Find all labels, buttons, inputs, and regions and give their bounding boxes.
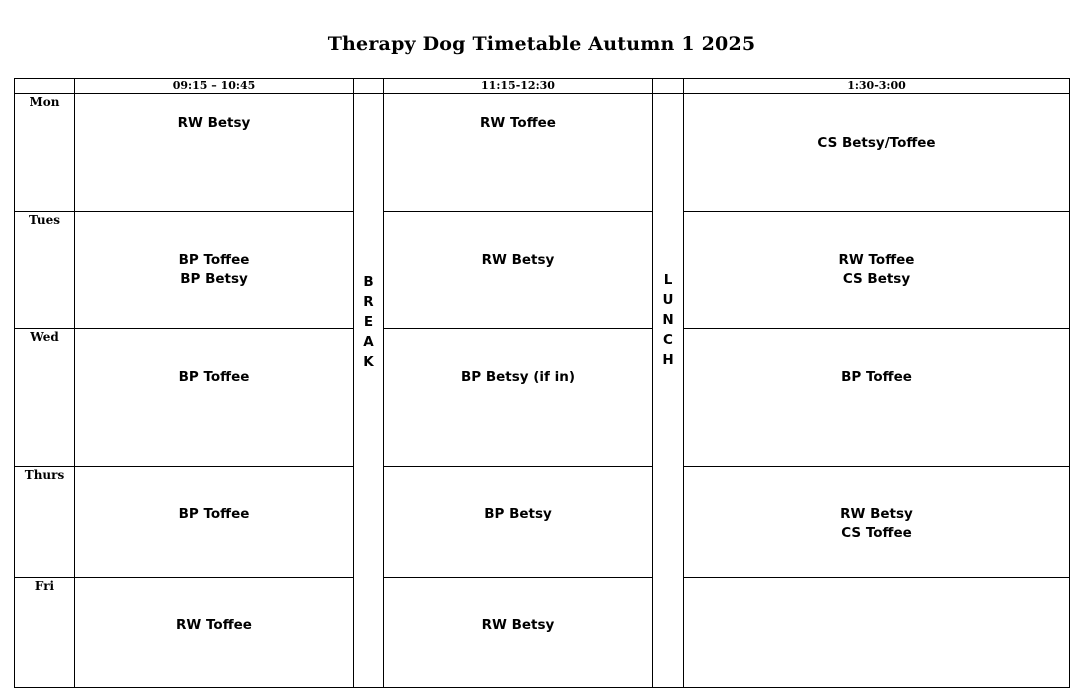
header-break (354, 79, 384, 94)
break-column (354, 94, 384, 688)
cell-wed-session-3 (684, 329, 1070, 467)
cell-tues-session-1 (75, 212, 354, 329)
row-mon (15, 94, 1070, 212)
entry: RW Betsy (481, 617, 555, 633)
cell-fri-session-1 (75, 578, 354, 688)
cell-thurs-session-2 (384, 467, 653, 578)
cell-fri-session-2 (384, 578, 653, 688)
header-session-2: 11:15-12:30 (384, 79, 653, 94)
entry: CS Toffee (841, 525, 912, 541)
row-fri (15, 578, 1070, 688)
cell-tues-session-2 (384, 212, 653, 329)
page-title: Therapy Dog Timetable Autumn 1 2025 (327, 33, 756, 55)
cell-wed-session-2 (384, 329, 653, 467)
entry: BP Toffee (178, 506, 250, 522)
entry: RW Toffee (838, 252, 915, 268)
lunch-label: L U N C H (662, 272, 674, 368)
day-label-fri: Fri (15, 578, 75, 688)
entry: BP Betsy (180, 271, 248, 287)
entry: BP Toffee (178, 369, 250, 385)
entry: BP Betsy (if in) (460, 369, 576, 385)
entry: BP Betsy (484, 506, 552, 522)
cell-fri-session-3 (684, 578, 1070, 688)
header-session-1: 09:15 – 10:45 (75, 79, 354, 94)
entry: RW Toffee (176, 617, 252, 633)
row-wed (15, 329, 1070, 467)
break-label: B R E A K (363, 274, 374, 370)
day-label-tues: Tues (15, 212, 75, 329)
entry: BP Toffee (841, 369, 912, 385)
header-corner (15, 79, 75, 94)
header-row (15, 79, 1070, 94)
cell-wed-session-1 (75, 329, 354, 467)
day-label-thurs: Thurs (15, 467, 75, 578)
cell-thurs-session-1 (75, 467, 354, 578)
cell-mon-session-1 (75, 94, 354, 212)
entry: CS Betsy (842, 271, 911, 287)
entry: BP Toffee (178, 252, 250, 268)
entry: RW Betsy (481, 252, 555, 268)
header-lunch (653, 79, 684, 94)
header-session-3: 1:30-3:00 (684, 79, 1070, 94)
entry: RW Betsy (177, 115, 251, 131)
row-thurs (15, 467, 1070, 578)
cell-tues-session-3 (684, 212, 1070, 329)
cell-mon-session-2 (384, 94, 653, 212)
timetable (14, 78, 1070, 688)
entry: RW Toffee (480, 115, 556, 131)
entry: RW Betsy (840, 506, 913, 522)
day-label-wed: Wed (15, 329, 75, 467)
cell-thurs-session-3 (684, 467, 1070, 578)
day-label-mon: Mon (15, 94, 75, 212)
entry: CS Betsy/Toffee (817, 135, 936, 151)
cell-mon-session-3 (684, 94, 1070, 212)
row-tues (15, 212, 1070, 329)
lunch-column (653, 94, 684, 688)
